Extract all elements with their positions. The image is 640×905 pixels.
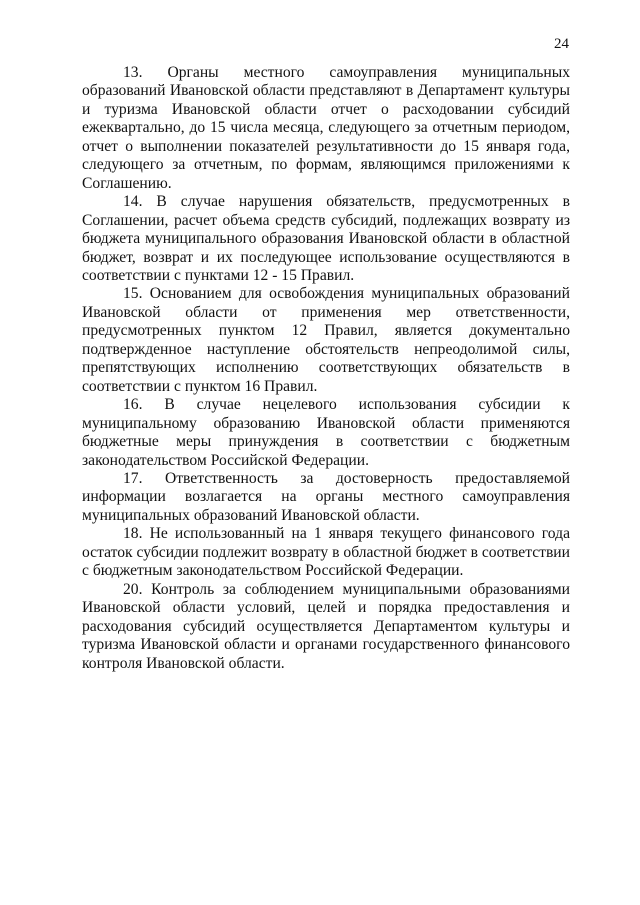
document-body [82,64,570,673]
paragraph-13: 13. Органы местного самоуправления муниципальных образований Ивановской области представляют в Департамент культуры и туризма Ивановской области отчет о расходовании субсидий ежеквартально, до 15 числа месяца, следующего за отчетным периодом, отчет о выполнении показателей результативности до 15 января года, следующего за отчетным, по формам, являющимся приложениями к Соглашению. [82,64,570,192]
paragraph-16: 16. В случае нецелевого использования субсидии к муниципальному образованию Ивановской области применяются бюджетные меры принуждения в соответствии с бюджетным законодательством Российской Федерации. [82,396,570,469]
paragraph-18: 18. Не использованный на 1 января текущего финансового года остаток субсидии подлежит возврату в областной бюджет в соответствии с бюджетным законодательством Российской Федерации. [82,525,570,580]
paragraph-17: 17. Ответственность за достоверность предоставляемой информации возлагается на органы местного самоуправления муниципальных образований Ивановской области. [82,469,570,524]
paragraph-15: 15. Основанием для освобождения муниципальных образований Ивановской области от применения мер ответственности, предусмотренных пунктом 12 Правил, является документально подтвержденное наступление обстоятельств непреодолимой силы, препятствующих исполнению соответствующих обязательств в соответствии с пунктом 16 Правил. [82,285,570,395]
paragraph-14: 14. В случае нарушения обязательств, предусмотренных в Соглашении, расчет объема средств субсидий, подлежащих возврату из бюджета муниципального образования Ивановской области в областной бюджет, возврат и их последующее использование осуществляются в соответствии с пунктами 12 - 15 Правил. [82,193,570,284]
page-number: 24 [554,36,569,52]
paragraph-20: 20. Контроль за соблюдением муниципальными образованиями Ивановской области условий, целей и порядка предоставления и расходования субсидий осуществляется Департаментом культуры и туризма Ивановской области и органами государственного финансового контроля Ивановской области. [82,580,570,672]
